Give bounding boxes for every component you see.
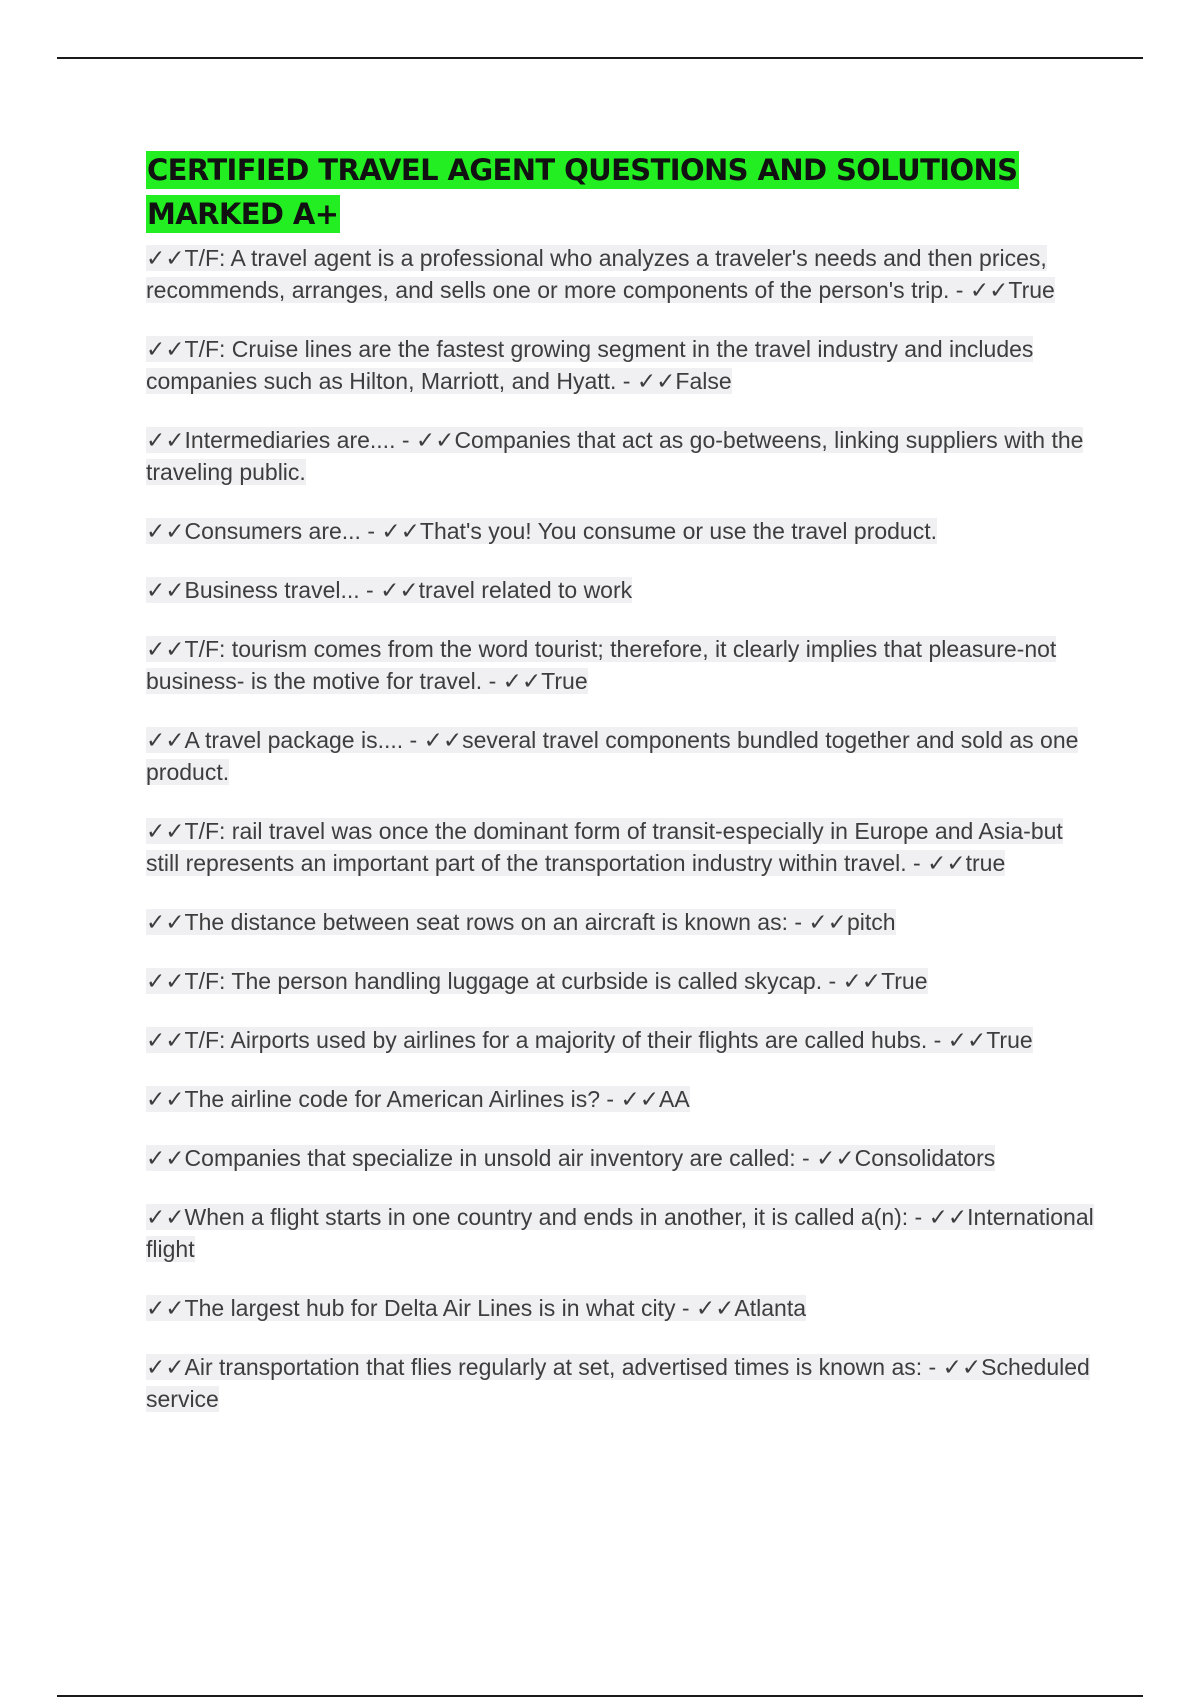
qa-item: ✓✓Air transportation that flies regularly at set, advertised times is known as: - ✓✓Scheduled service (146, 1354, 1090, 1412)
qa-item: ✓✓T/F: tourism comes from the word tourist; therefore, it clearly implies that pleasure-not business- is the motive for travel. - ✓✓True (146, 636, 1057, 694)
qa-item: ✓✓T/F: A travel agent is a professional who analyzes a traveler's needs and then prices, recommends, arranges, and sells one or more components of the person's trip. - ✓✓True (146, 245, 1055, 303)
qa-list (146, 242, 1096, 1415)
qa-item: ✓✓The airline code for American Airlines is? - ✓✓AA (146, 1086, 690, 1112)
title-highlight: CERTIFIED TRAVEL AGENT QUESTIONS AND SOLUTIONS MARKED A+ (147, 153, 1018, 231)
header-rule (57, 57, 1143, 59)
qa-item: ✓✓T/F: Cruise lines are the fastest growing segment in the travel industry and includes companies such as Hilton, Marriott, and Hyatt. - ✓✓False (146, 336, 1034, 394)
qa-item: ✓✓When a flight starts in one country and ends in another, it is called a(n): - ✓✓International flight (146, 1204, 1094, 1262)
qa-item: ✓✓The largest hub for Delta Air Lines is in what city - ✓✓Atlanta (146, 1295, 807, 1321)
qa-item: ✓✓The distance between seat rows on an aircraft is known as: - ✓✓pitch (146, 909, 896, 935)
qa-item: ✓✓T/F: rail travel was once the dominant form of transit-especially in Europe and Asia-but still represents an important part of the transportation industry within travel. - ✓✓true (146, 818, 1063, 876)
qa-item: ✓✓Business travel... - ✓✓travel related to work (146, 577, 633, 603)
document-body (146, 148, 1096, 1442)
qa-item: ✓✓Intermediaries are.... - ✓✓Companies that act as go-betweens, linking suppliers with the traveling public. (146, 427, 1084, 485)
document-title (146, 148, 1096, 236)
footer-rule (57, 1695, 1143, 1697)
qa-item: ✓✓T/F: Airports used by airlines for a majority of their flights are called hubs. - ✓✓True (146, 1027, 1033, 1053)
qa-item: ✓✓T/F: The person handling luggage at curbside is called skycap. - ✓✓True (146, 968, 928, 994)
qa-item: ✓✓Consumers are... - ✓✓That's you! You consume or use the travel product. (146, 518, 938, 544)
qa-item: ✓✓Companies that specialize in unsold air inventory are called: - ✓✓Consolidators (146, 1145, 996, 1171)
qa-item: ✓✓A travel package is.... - ✓✓several travel components bundled together and sold as one product. (146, 727, 1079, 785)
